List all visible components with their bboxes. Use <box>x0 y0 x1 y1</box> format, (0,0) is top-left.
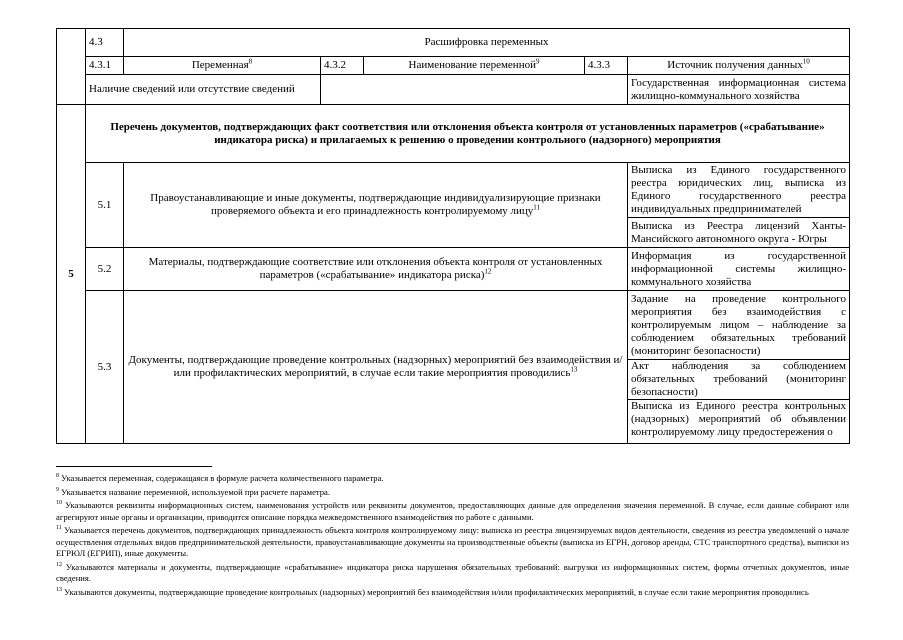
variable-header: Переменная$^8$ <box>124 57 321 75</box>
document-item: Выписка из Единого реестра контрольных (надзорных) мероприятий об объявлении контролируемому лицу предостережения о <box>628 400 850 444</box>
variables-title: Расшифровка переменных <box>124 29 850 57</box>
data-source-value: Государственная информационная система жилищно-коммунального хозяйства <box>628 75 850 105</box>
row-number: 5.3 <box>86 291 124 444</box>
document-item: Задание на проведение контрольного мероприятия без взаимодействия с контролируемым лицом – наблюдение за соблюдением обязательных требований (мониторинг безопасности) <box>628 291 850 360</box>
data-source-header: Источник получения данных$^{10}$ <box>628 57 850 75</box>
footnote: $^8$ Указывается переменная, содержащаяся в формуле расчета количественного параметра. <box>56 473 384 483</box>
footnote: $^{13}$ Указываются документы, подтверждающие проведение контрольных (надзорных) мероприятий без взаимодействия и/или профилактических мероприятий, в случае если такие мероприятия проводились <box>56 586 809 597</box>
document-item: Акт наблюдения за соблюдением обязательных требований (мониторинг безопасности) <box>628 360 850 400</box>
variable-name-value <box>321 75 628 105</box>
document-item: Информация из государственной информационной системы жилищно-коммунального хозяйства <box>628 248 850 291</box>
footnote: $^{12}$ Указываются материалы и документы, подтверждающие «срабатывание» индикатора риска нарушения обязательных требований: выгрузки из информационных систем, формы отчетных документов, иные сведения. <box>56 561 850 583</box>
footnotes <box>56 473 849 600</box>
row-number: 4.3 <box>86 29 124 57</box>
footnote-separator <box>56 466 212 467</box>
document-item: Выписка из Реестра лицензий Ханты-Мансийского автономного округа - Югры <box>628 218 850 248</box>
document-item: Выписка из Единого государственного реестра юридических лиц, выписка из Единого государственного реестра индивидуальных предпринимателей <box>628 163 850 218</box>
footnote: $^9$ Указывается название переменной, используемой при расчете параметра. <box>56 486 331 497</box>
document-description: Материалы, подтверждающие соответствие или отклонения объекта контроля от установленных параметров («срабатывание» индикатора риска)$^{12}$ <box>124 248 628 291</box>
variable-name-header: Наименование переменной$^9$ <box>364 57 585 75</box>
footnote: $^{10}$ Указываются реквизиты информационных систем, наименования устройств или реквизиты документов, предоставляющих данные для определения значения переменной. В случае, если данные собирают или агрегируют иные органы и организации, приводится описание порядка межведомственного взаимодействия по работе с данными. <box>56 500 849 522</box>
section-number: 5 <box>57 105 86 444</box>
subrow-number: 4.3.1 <box>86 57 124 75</box>
regulation-table <box>56 28 850 444</box>
document-description: Документы, подтверждающие проведение контрольных (надзорных) мероприятий без взаимодействия и/или профилактических мероприятий, в случае если такие мероприятия проводились$^{13}$ <box>124 291 628 444</box>
row-number: 5.2 <box>86 248 124 291</box>
variable-value: Наличие сведений или отсутствие сведений <box>86 75 321 105</box>
blank-cell <box>57 29 86 105</box>
document-description: Правоустанавливающие и иные документы, подтверждающие индивидуализирующие признаки проверяемого объекта и его принадлежность контролируемому лицу$^{11}$ <box>124 163 628 248</box>
section-header: Перечень документов, подтверждающих факт соответствия или отклонения объекта контроля от установленных параметров («срабатывание» индикатора риска) и прилагаемых к решению о проведении контрольного (надзорного) мероприятия <box>86 105 850 163</box>
row-number: 5.1 <box>86 163 124 248</box>
subrow-number: 4.3.3 <box>585 57 628 75</box>
footnote: $^{11}$ Указывается перечень документов, подтверждающих принадлежность объекта контроля контролируемому лицу: выписка из реестра лицензируемых видов деятельности, сведения из реестра уведомлений о начале осуществления отдельных видов предпринимательской деятельности, правоустанавливающие документы на производственные объекты (выписка из ЕГРН, договор аренды, СТС транспортного средства), выписки из ЕГРЮЛ (ЕГРИП), иные документы. <box>56 525 849 558</box>
subrow-number: 4.3.2 <box>321 57 364 75</box>
